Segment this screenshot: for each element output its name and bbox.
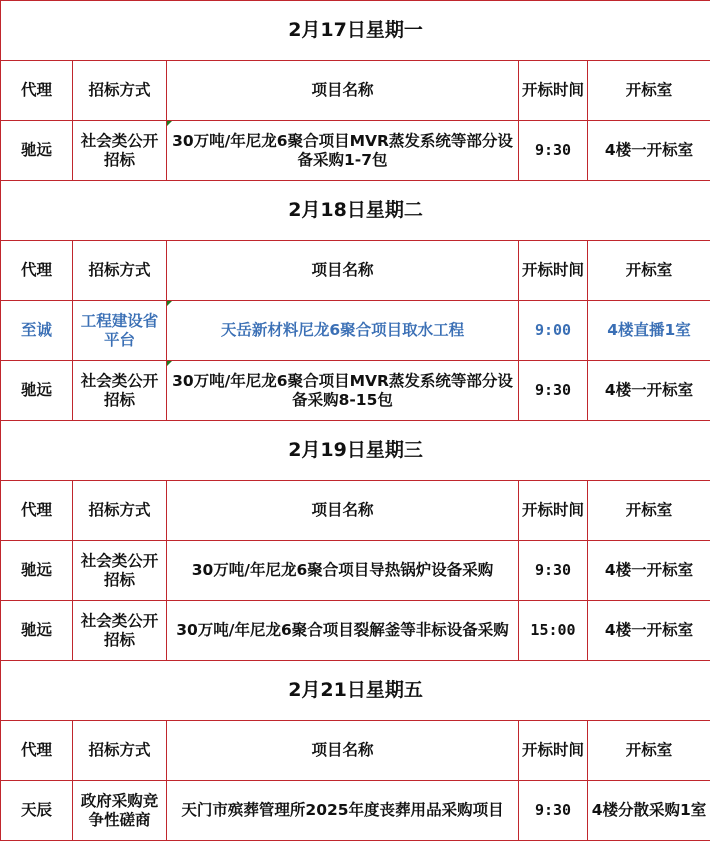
table-row [1, 361, 710, 421]
cell-project: 30万吨/年尼龙6聚合项目裂解釜等非标设备采购 [167, 601, 519, 661]
header-method: 招标方式 [73, 721, 167, 781]
cell-time: 9:30 [519, 541, 588, 601]
header-time: 开标时间 [519, 481, 588, 541]
column-header-row [1, 61, 710, 121]
header-method: 招标方式 [73, 61, 167, 121]
cell-agent: 驰远 [1, 121, 73, 181]
cell-agent: 天辰 [1, 781, 73, 841]
day-date: 2月21日星期五 [1, 661, 710, 721]
cell-room: 4楼一开标室 [588, 121, 710, 181]
cell-project-text: 天岳新材料尼龙6聚合项目取水工程 [220, 321, 465, 339]
cell-time: 15:00 [519, 601, 588, 661]
header-project: 项目名称 [167, 481, 519, 541]
column-header-row [1, 721, 710, 781]
day-date: 2月18日星期二 [1, 181, 710, 241]
cell-project-text: 30万吨/年尼龙6聚合项目MVR蒸发系统等部分设备采购8-15包 [172, 371, 513, 409]
column-header-row [1, 241, 710, 301]
cell-room: 4楼分散采购1室 [588, 781, 710, 841]
cell-time: 9:30 [519, 121, 588, 181]
header-agent: 代理 [1, 61, 73, 121]
column-header-row [1, 481, 710, 541]
cell-agent: 驰远 [1, 361, 73, 421]
cell-agent: 至诚 [1, 301, 73, 361]
day-header-row [1, 421, 710, 481]
cell-method: 社会类公开招标 [73, 541, 167, 601]
day-date: 2月19日星期三 [1, 421, 710, 481]
header-method: 招标方式 [73, 241, 167, 301]
header-room: 开标室 [588, 61, 710, 121]
table-row [1, 541, 710, 601]
cell-method: 社会类公开招标 [73, 121, 167, 181]
table-row [1, 601, 710, 661]
header-agent: 代理 [1, 481, 73, 541]
day-header-row [1, 661, 710, 721]
cell-room: 4楼一开标室 [588, 541, 710, 601]
day-header-row [1, 181, 710, 241]
cell-method: 社会类公开招标 [73, 601, 167, 661]
cell-project: 30万吨/年尼龙6聚合项目导热锅炉设备采购 [167, 541, 519, 601]
table-row [1, 301, 710, 361]
table-row [1, 121, 710, 181]
header-agent: 代理 [1, 241, 73, 301]
header-time: 开标时间 [519, 241, 588, 301]
cell-time: 9:30 [519, 781, 588, 841]
table-row [1, 781, 710, 841]
cell-project: 天门市殡葬管理所2025年度丧葬用品采购项目 [167, 781, 519, 841]
cell-project [167, 121, 519, 181]
cell-room: 4楼一开标室 [588, 601, 710, 661]
header-room: 开标室 [588, 721, 710, 781]
header-project: 项目名称 [167, 721, 519, 781]
cell-room: 4楼直播1室 [588, 301, 710, 361]
header-project: 项目名称 [167, 61, 519, 121]
header-agent: 代理 [1, 721, 73, 781]
cell-agent: 驰远 [1, 601, 73, 661]
cell-agent: 驰远 [1, 541, 73, 601]
header-time: 开标时间 [519, 61, 588, 121]
header-time: 开标时间 [519, 721, 588, 781]
day-header-row [1, 1, 710, 61]
cell-time: 9:30 [519, 361, 588, 421]
cell-project [167, 361, 519, 421]
day-date: 2月17日星期一 [1, 1, 710, 61]
cell-time: 9:00 [519, 301, 588, 361]
comment-marker-icon [167, 301, 172, 306]
header-room: 开标室 [588, 481, 710, 541]
cell-method: 社会类公开招标 [73, 361, 167, 421]
cell-method: 工程建设省平台 [73, 301, 167, 361]
header-method: 招标方式 [73, 481, 167, 541]
cell-project [167, 301, 519, 361]
cell-method: 政府采购竞争性磋商 [73, 781, 167, 841]
comment-marker-icon [167, 121, 172, 126]
header-room: 开标室 [588, 241, 710, 301]
comment-marker-icon [167, 361, 172, 366]
header-project: 项目名称 [167, 241, 519, 301]
cell-room: 4楼一开标室 [588, 361, 710, 421]
cell-project-text: 30万吨/年尼龙6聚合项目MVR蒸发系统等部分设备采购1-7包 [172, 131, 513, 169]
